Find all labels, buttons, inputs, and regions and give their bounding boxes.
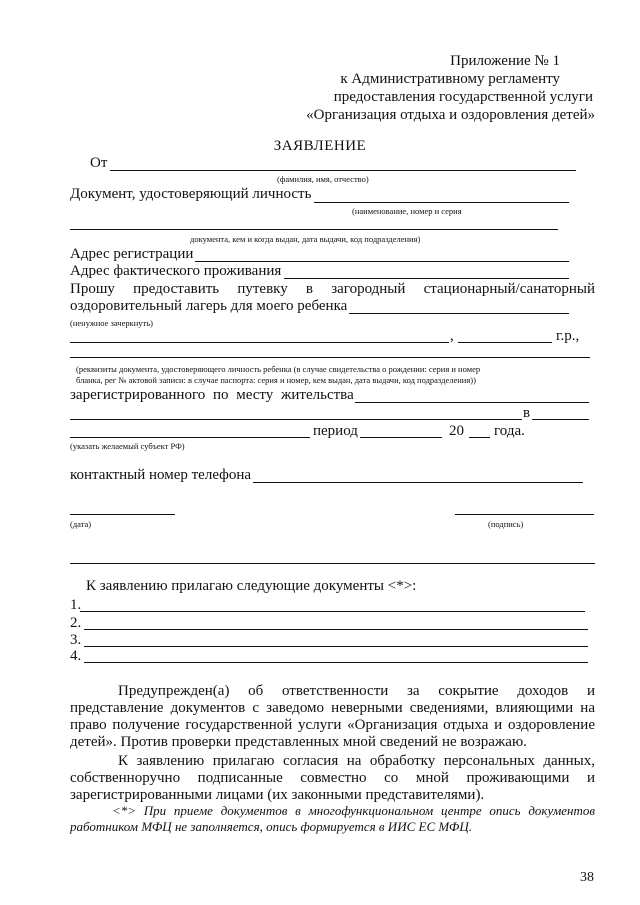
from-label: От — [90, 155, 108, 171]
footnote: <*> При приеме документов в многофункциональном центре опись документов работником МФЦ не заполняется, опись формируется в ИИС ЕС МФЦ. — [70, 803, 595, 834]
registered-field[interactable] — [355, 402, 589, 403]
child-name-field[interactable] — [349, 313, 569, 314]
warning-paragraph: Предупрежден(а) об ответственности за сокрытие доходов и представление документов с заведомо неверными сведениями, влияющими на право получение государственной услуги «Организация отдыха и оздоровление детей». Против проверки представленных мной сведений не возражаю. — [70, 683, 595, 750]
attach-label: К заявлению прилагаю следующие документы <*>: — [86, 578, 417, 594]
region-field[interactable] — [70, 437, 310, 438]
attach-item-1-number: 1. — [70, 597, 82, 613]
attach-item-4-field[interactable] — [84, 662, 588, 663]
year-prefix: 20 — [449, 423, 464, 439]
appendix-line-3: предоставления государственной услуги — [333, 89, 593, 105]
doc-field-2[interactable] — [70, 229, 558, 230]
signature-hint: (подпись) — [488, 519, 524, 529]
reg-address-field[interactable] — [195, 261, 569, 262]
section-divider — [70, 563, 595, 564]
actual-address-field[interactable] — [284, 278, 569, 279]
child-name-field-2[interactable] — [70, 342, 449, 343]
attach-item-1-field[interactable] — [80, 611, 585, 612]
year-field[interactable] — [469, 437, 490, 438]
in-label: в — [523, 405, 531, 421]
registered-label: зарегистрированного по месту жительства — [70, 387, 354, 403]
doc-label: Документ, удостоверяющий личность — [70, 186, 312, 202]
phone-label: контактный номер телефона — [70, 467, 252, 483]
request-line-2: оздоровительный лагерь для моего ребенка — [70, 298, 348, 314]
attach-item-2-field[interactable] — [84, 629, 588, 630]
birth-year-suffix: г.р., — [556, 328, 580, 344]
in-field[interactable] — [532, 419, 589, 420]
appendix-line-4: «Организация отдыха и оздоровления детей» — [306, 107, 595, 123]
appendix-line-2: к Административному регламенту — [340, 71, 560, 87]
request-line-1: Прошу предоставить путевку в загородный стационарный/санаторный — [70, 281, 595, 297]
strike-hint: (ненужное зачеркнуть) — [70, 318, 153, 328]
period-field[interactable] — [360, 437, 442, 438]
child-doc-hint-2: бланка, рег № актовой записи: в случае паспорта: серия и номер, кем выдан, дата выдачи, код подразделения)) — [76, 375, 476, 385]
from-hint: (фамилия, имя, отчество) — [277, 174, 369, 184]
reg-address-label: Адрес регистрации — [70, 246, 194, 262]
child-doc-hint-1: (реквизиты документа, удостоверяющего личность ребенка (в случае свидетельства о рождении: серия и номер — [76, 364, 481, 374]
doc-hint-1: (наименование, номер и серия — [352, 206, 462, 216]
birth-year-field[interactable] — [458, 342, 552, 343]
year-suffix: года. — [494, 423, 525, 439]
doc-hint-2: документа, кем и когда выдан, дата выдачи, код подразделения) — [190, 234, 421, 244]
appendix-line-1: Приложение № 1 — [450, 53, 560, 69]
date-field[interactable] — [70, 514, 175, 515]
actual-address-label: Адрес фактического проживания — [70, 263, 282, 279]
comma: , — [450, 328, 454, 344]
page-number: 38 — [580, 870, 594, 885]
doc-field[interactable] — [314, 202, 569, 203]
attach-item-3-number: 3. — [70, 632, 82, 648]
consent-paragraph: К заявлению прилагаю согласия на обработку персональных данных, собственноручно подписанные совместно со мной проживающими и зарегистрированными лицами (их законными представителями). — [70, 753, 595, 803]
attach-item-3-field[interactable] — [84, 646, 588, 647]
registered-field-2[interactable] — [70, 419, 522, 420]
signature-field[interactable] — [455, 514, 594, 515]
region-hint: (указать желаемый субъект РФ) — [70, 441, 185, 451]
period-label: период — [313, 423, 358, 439]
attach-item-2-number: 2. — [70, 615, 82, 631]
phone-field[interactable] — [253, 482, 583, 483]
attach-item-4-number: 4. — [70, 648, 82, 664]
child-doc-field[interactable] — [70, 357, 590, 358]
page-title: ЗАЯВЛЕНИЕ — [273, 138, 367, 154]
from-field[interactable] — [110, 170, 576, 171]
date-hint: (дата) — [70, 519, 92, 529]
